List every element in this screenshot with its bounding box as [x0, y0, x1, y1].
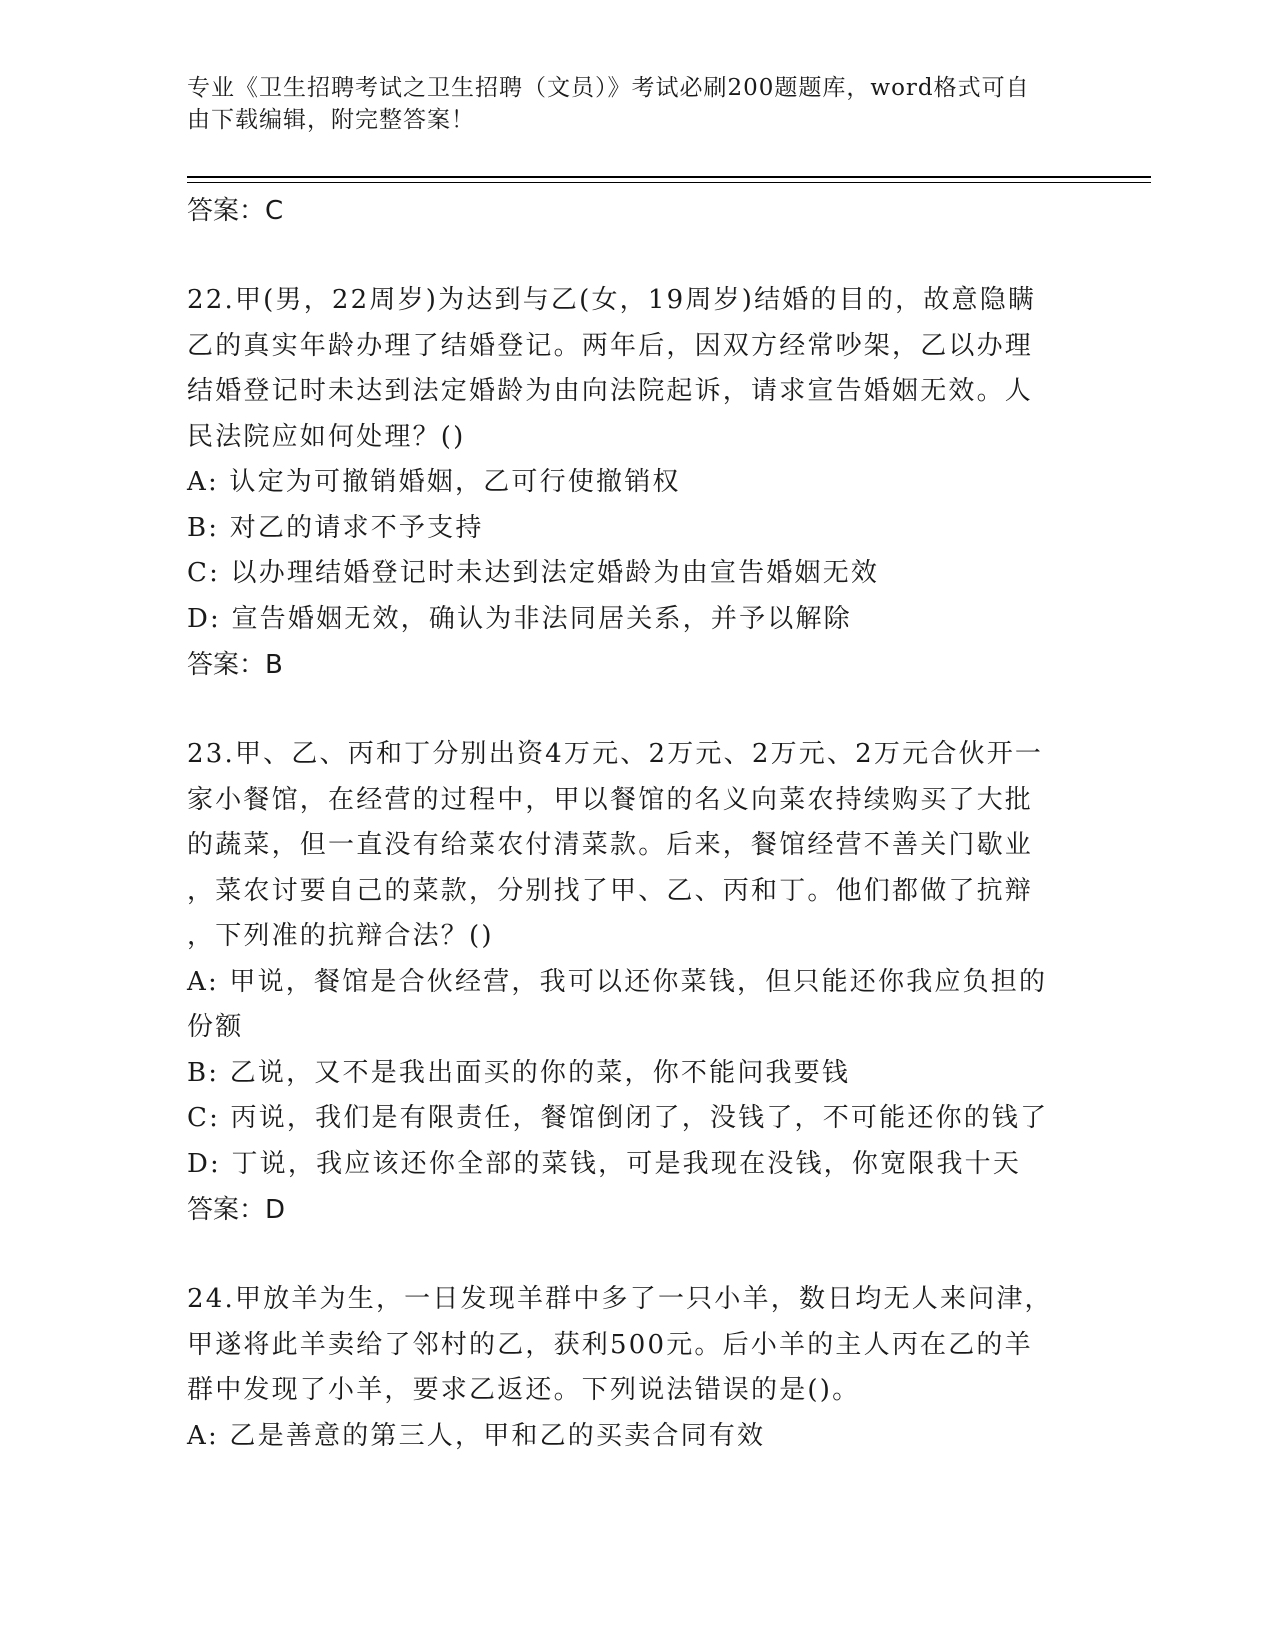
header-line: 由下载编辑，附完整答案！ [187, 107, 475, 133]
document-body [187, 188, 1087, 1459]
question-stem-line: 民法院应如何处理？() [187, 421, 466, 452]
question-stem-line: 家小餐馆，在经营的过程中，甲以餐馆的名义向菜农持续购买了大批 [187, 784, 1034, 815]
question-stem-line: 的蔬菜，但一直没有给菜农付清菜款。后来，餐馆经营不善关门歇业 [187, 830, 1034, 860]
option-a: A: 甲说，餐馆是合伙经营，我可以还你菜钱，但只能还你我应负担的 [187, 966, 1048, 997]
option-b: B: 对乙的请求不予支持 [187, 512, 484, 543]
question-stem-line: ，下列准的抗辩合法？() [187, 921, 494, 951]
question-stem-line: 甲遂将此羊卖给了邻村的乙，获利500元。后小羊的主人丙在乙的羊 [187, 1329, 1033, 1360]
answer-label: 答案：B [187, 650, 283, 680]
question-stem-line: 结婚登记时未达到法定婚龄为由向法院起诉，请求宣告婚姻无效。人 [187, 376, 1034, 406]
question-stem-line: ，菜农讨要自己的菜款，分别找了甲、乙、丙和丁。他们都做了抗辩 [187, 875, 1034, 906]
question-22 [187, 278, 1087, 688]
answer-label: 答案：C [187, 196, 284, 226]
option-d: D: 丁说，我应该还你全部的菜钱，可是我现在没钱，你宽限我十天 [187, 1148, 1022, 1179]
question-stem-line: 22.甲(男，22周岁)为达到与乙(女，19周岁)结婚的目的，故意隐瞒 [187, 285, 1037, 315]
spacer [187, 688, 1087, 732]
header-divider [187, 176, 1151, 178]
spacer [187, 1233, 1087, 1277]
answer-label: 答案：D [187, 1195, 286, 1225]
question-stem-line: 24.甲放羊为生，一日发现羊群中多了一只小羊，数日均无人来问津， [187, 1284, 1053, 1314]
option-d: D: 宣告婚姻无效，确认为非法同居关系，并予以解除 [187, 603, 852, 634]
page-header [187, 72, 1067, 136]
question-24 [187, 1277, 1087, 1459]
question-stem-line: 群中发现了小羊，要求乙返还。下列说法错误的是()。 [187, 1375, 861, 1405]
option-c: C: 丙说，我们是有限责任，餐馆倒闭了，没钱了，不可能还你的钱了 [187, 1103, 1049, 1133]
spacer [187, 234, 1087, 278]
option-c: C: 以办理结婚登记时未达到法定婚龄为由宣告婚姻无效 [187, 558, 880, 588]
question-23 [187, 732, 1087, 1233]
question-stem-line: 乙的真实年龄办理了结婚登记。两年后，因双方经常吵架，乙以办理 [187, 330, 1034, 361]
option-a-continued: 份额 [187, 1012, 244, 1042]
option-a: A: 认定为可撤销婚姻，乙可行使撤销权 [187, 467, 681, 497]
header-divider-thin [187, 182, 1151, 183]
option-b: B: 乙说，又不是我出面买的你的菜，你不能问我要钱 [187, 1057, 851, 1088]
question-stem-line: 23.甲、乙、丙和丁分别出资4万元、2万元、2万元、2万元合伙开一 [187, 739, 1044, 769]
option-a: A: 乙是善意的第三人，甲和乙的买卖合同有效 [187, 1420, 766, 1451]
header-line: 专业《卫生招聘考试之卫生招聘（文员）》考试必刷200题题库，word格式可自 [187, 75, 1030, 101]
